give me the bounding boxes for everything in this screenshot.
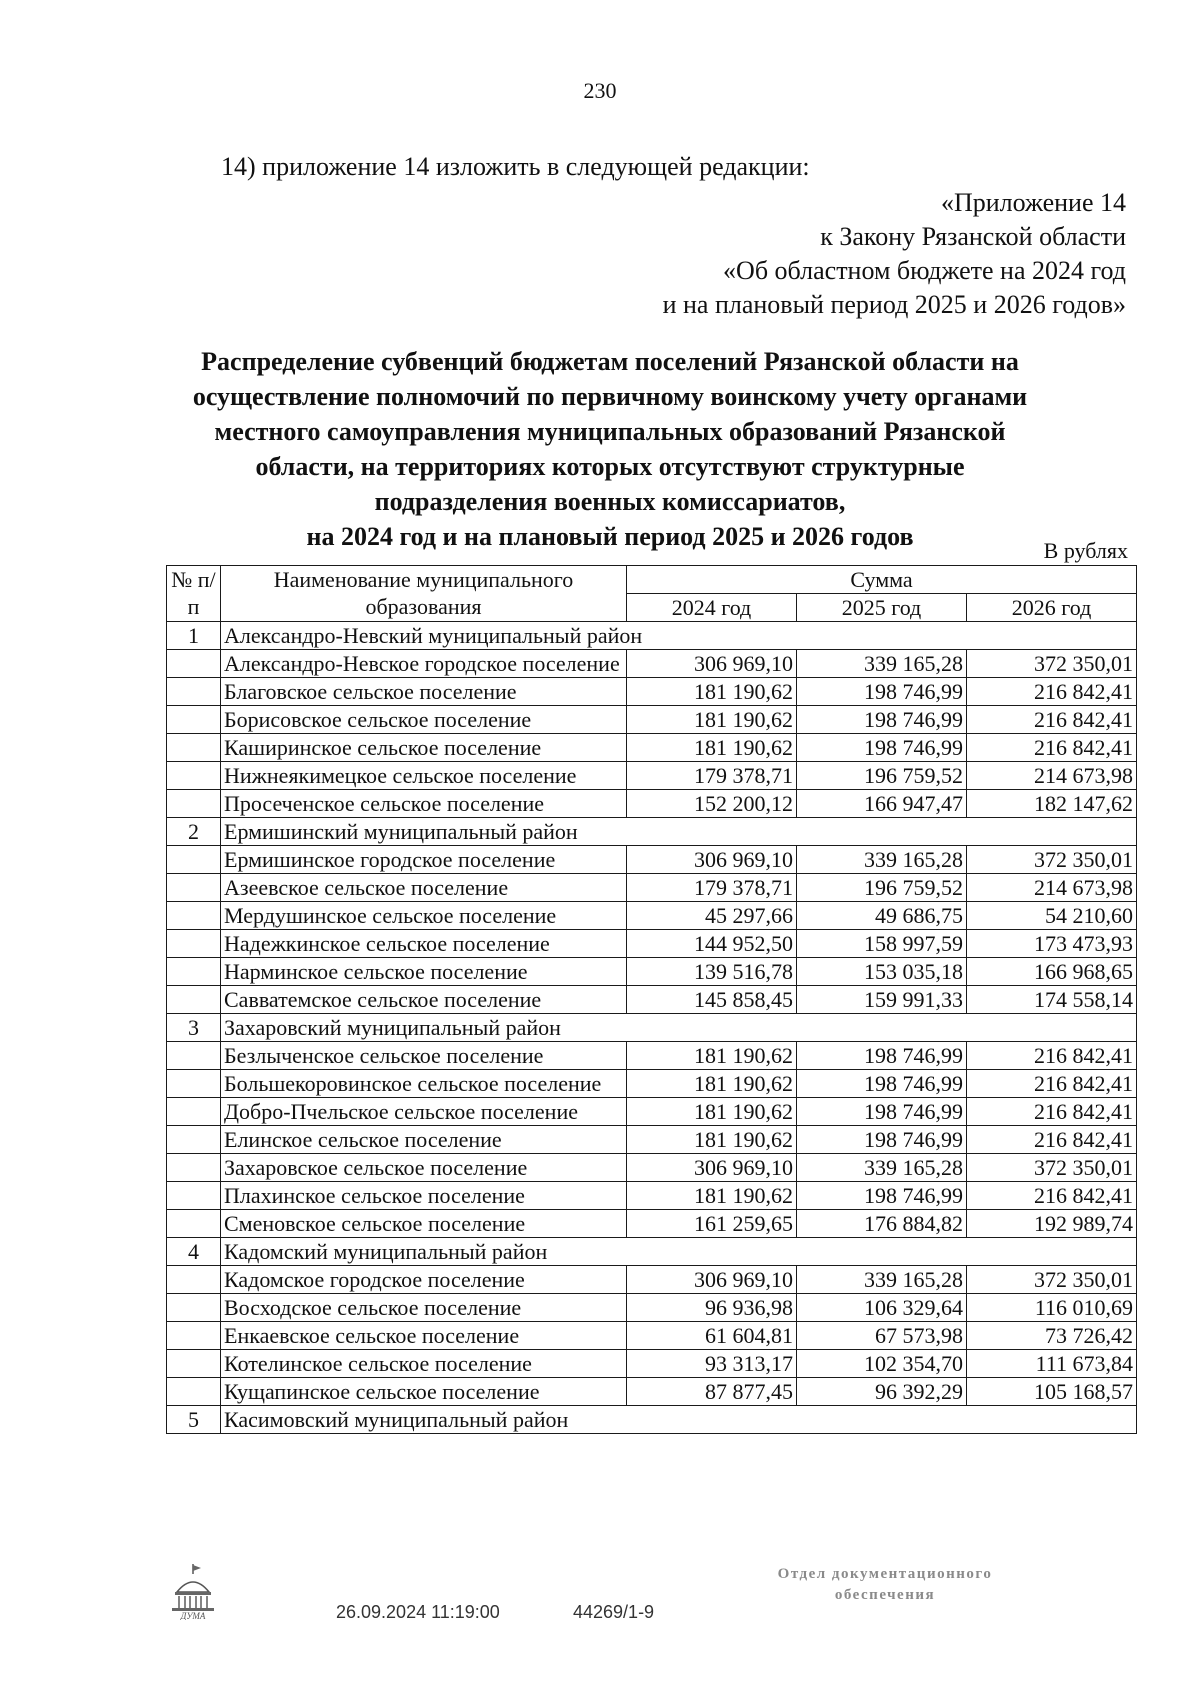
settlement-name: Нарминское сельское поселение (221, 958, 627, 986)
settlement-name: Безлыченское сельское поселение (221, 1042, 627, 1070)
amount-2025: 339 165,28 (797, 1154, 967, 1182)
amount-2025: 102 354,70 (797, 1350, 967, 1378)
amount-2025: 106 329,64 (797, 1294, 967, 1322)
amount-2025: 198 746,99 (797, 678, 967, 706)
amount-2025: 67 573,98 (797, 1322, 967, 1350)
title-line: местного самоуправления муниципальных образований Рязанской (214, 417, 1006, 446)
amount-2024: 96 936,98 (627, 1294, 797, 1322)
settlement-number (167, 678, 221, 706)
amount-2024: 179 378,71 (627, 762, 797, 790)
amount-2025: 196 759,52 (797, 762, 967, 790)
settlement-row (167, 1098, 1137, 1126)
settlement-number (167, 902, 221, 930)
district-row (167, 1406, 1137, 1434)
amount-2024: 306 969,10 (627, 1154, 797, 1182)
settlement-row (167, 846, 1137, 874)
settlement-row (167, 930, 1137, 958)
amount-2025: 198 746,99 (797, 1182, 967, 1210)
district-number: 3 (167, 1014, 221, 1042)
settlement-row (167, 902, 1137, 930)
amount-2026: 174 558,14 (967, 986, 1137, 1014)
amount-2025: 198 746,99 (797, 706, 967, 734)
amount-2026: 105 168,57 (967, 1378, 1137, 1406)
amount-2026: 216 842,41 (967, 1126, 1137, 1154)
settlement-row (167, 874, 1137, 902)
amount-2025: 339 165,28 (797, 1266, 967, 1294)
settlement-row (167, 706, 1137, 734)
settlement-name: Каширинское сельское поселение (221, 734, 627, 762)
district-name: Касимовский муниципальный район (221, 1406, 1137, 1434)
settlement-row (167, 986, 1137, 1014)
settlement-number (167, 1322, 221, 1350)
settlement-name: Кущапинское сельское поселение (221, 1378, 627, 1406)
title-line: подразделения военных комиссариатов, (374, 487, 846, 516)
amount-2025: 198 746,99 (797, 734, 967, 762)
amount-2024: 181 190,62 (627, 734, 797, 762)
settlement-name: Сменовское сельское поселение (221, 1210, 627, 1238)
district-name: Александро-Невский муниципальный район (221, 622, 1137, 650)
document-title (150, 344, 1070, 554)
district-row (167, 1014, 1137, 1042)
amount-2026: 216 842,41 (967, 706, 1137, 734)
header-2024: 2024 год (627, 594, 797, 622)
settlement-number (167, 1378, 221, 1406)
settlement-number (167, 1126, 221, 1154)
settlement-name: Енкаевское сельское поселение (221, 1322, 627, 1350)
amount-2024: 181 190,62 (627, 1070, 797, 1098)
settlement-number (167, 846, 221, 874)
amount-2026: 182 147,62 (967, 790, 1137, 818)
settlement-number (167, 706, 221, 734)
amount-2026: 116 010,69 (967, 1294, 1137, 1322)
settlement-number (167, 1350, 221, 1378)
settlement-number (167, 874, 221, 902)
settlement-name: Мердушинское сельское поселение (221, 902, 627, 930)
amount-2025: 159 991,33 (797, 986, 967, 1014)
district-name: Ермишинский муниципальный район (221, 818, 1137, 846)
settlement-row (167, 1350, 1137, 1378)
duma-logo-icon (168, 1562, 218, 1620)
appendix-line: «Приложение 14 (940, 188, 1126, 217)
amount-2024: 87 877,45 (627, 1378, 797, 1406)
settlement-name: Кадомское городское поселение (221, 1266, 627, 1294)
settlement-number (167, 734, 221, 762)
page-number: 230 (583, 78, 617, 103)
amendment-line: 14) приложение 14 изложить в следующей редакции: (221, 152, 810, 181)
amount-2025: 49 686,75 (797, 902, 967, 930)
amount-2026: 216 842,41 (967, 734, 1137, 762)
settlement-name: Елинское сельское поселение (221, 1126, 627, 1154)
title-line: осуществление полномочий по первичному воинскому учету органами (192, 382, 1028, 411)
settlement-row (167, 1042, 1137, 1070)
settlement-name: Захаровское сельское поселение (221, 1154, 627, 1182)
amount-2024: 306 969,10 (627, 846, 797, 874)
district-number: 2 (167, 818, 221, 846)
district-number: 4 (167, 1238, 221, 1266)
settlement-row (167, 650, 1137, 678)
amount-2026: 73 726,42 (967, 1322, 1137, 1350)
amount-2025: 339 165,28 (797, 650, 967, 678)
settlement-number (167, 1210, 221, 1238)
district-row (167, 818, 1137, 846)
amount-2025: 176 884,82 (797, 1210, 967, 1238)
district-number: 5 (167, 1406, 221, 1434)
amount-2024: 161 259,65 (627, 1210, 797, 1238)
amount-2024: 306 969,10 (627, 1266, 797, 1294)
settlement-row (167, 1210, 1137, 1238)
header-2025: 2025 год (797, 594, 967, 622)
settlement-row (167, 958, 1137, 986)
settlement-row (167, 1126, 1137, 1154)
settlement-name: Большекоровинское сельское поселение (221, 1070, 627, 1098)
header-name: Наименование муниципального образования (221, 566, 627, 622)
amount-2024: 61 604,81 (627, 1322, 797, 1350)
amount-2024: 181 190,62 (627, 1182, 797, 1210)
amount-2026: 111 673,84 (967, 1350, 1137, 1378)
district-row (167, 1238, 1137, 1266)
amount-2026: 216 842,41 (967, 1070, 1137, 1098)
amount-2024: 45 297,66 (627, 902, 797, 930)
amount-2026: 372 350,01 (967, 1266, 1137, 1294)
settlement-name: Ермишинское городское поселение (221, 846, 627, 874)
appendix-line: «Об областном бюджете на 2024 год (723, 256, 1126, 285)
district-row (167, 622, 1137, 650)
settlement-name: Благовское сельское поселение (221, 678, 627, 706)
settlement-number (167, 930, 221, 958)
settlement-number (167, 1042, 221, 1070)
settlement-name: Восходское сельское поселение (221, 1294, 627, 1322)
appendix-line: к Закону Рязанской области (820, 222, 1126, 251)
amount-2025: 198 746,99 (797, 1042, 967, 1070)
amount-2026: 372 350,01 (967, 1154, 1137, 1182)
amount-2024: 93 313,17 (627, 1350, 797, 1378)
amount-2026: 54 210,60 (967, 902, 1137, 930)
stamp-line: Отдел документационного (777, 1566, 993, 1582)
amount-2024: 139 516,78 (627, 958, 797, 986)
amount-2025: 198 746,99 (797, 1126, 967, 1154)
amount-2025: 339 165,28 (797, 846, 967, 874)
settlement-name: Нижнеякимецкое сельское поселение (221, 762, 627, 790)
amount-2026: 372 350,01 (967, 650, 1137, 678)
amount-2026: 216 842,41 (967, 1042, 1137, 1070)
settlement-number (167, 1098, 221, 1126)
amount-2025: 158 997,59 (797, 930, 967, 958)
amount-2026: 192 989,74 (967, 1210, 1137, 1238)
settlement-number (167, 958, 221, 986)
appendix-reference (476, 186, 1126, 322)
amount-2025: 196 759,52 (797, 874, 967, 902)
footer-datetime: 26.09.2024 11:19:00 (336, 1602, 500, 1622)
header-sum: Сумма (627, 566, 1137, 594)
amount-2024: 181 190,62 (627, 678, 797, 706)
settlement-row (167, 734, 1137, 762)
header-number: № п/п (167, 566, 221, 622)
settlement-number (167, 1182, 221, 1210)
amount-2026: 173 473,93 (967, 930, 1137, 958)
amount-2025: 166 947,47 (797, 790, 967, 818)
settlement-name: Добро-Пчельское сельское поселение (221, 1098, 627, 1126)
subvention-table (166, 565, 1137, 1434)
units-label: В рублях (1043, 538, 1128, 563)
amount-2026: 216 842,41 (967, 678, 1137, 706)
amount-2024: 306 969,10 (627, 650, 797, 678)
amount-2025: 96 392,29 (797, 1378, 967, 1406)
settlement-name: Александро-Невское городское поселение (221, 650, 627, 678)
amount-2024: 181 190,62 (627, 1126, 797, 1154)
settlement-name: Азеевское сельское поселение (221, 874, 627, 902)
amount-2024: 145 858,45 (627, 986, 797, 1014)
settlement-number (167, 650, 221, 678)
settlement-name: Просеченское сельское поселение (221, 790, 627, 818)
logo-text: ДУМА (180, 1611, 206, 1620)
amount-2024: 144 952,50 (627, 930, 797, 958)
settlement-row (167, 1182, 1137, 1210)
amount-2026: 166 968,65 (967, 958, 1137, 986)
district-name: Кадомский муниципальный район (221, 1238, 1137, 1266)
settlement-name: Савватемское сельское поселение (221, 986, 627, 1014)
footer-reg-number: 44269/1-9 (573, 1602, 655, 1622)
amount-2026: 216 842,41 (967, 1182, 1137, 1210)
amount-2026: 372 350,01 (967, 846, 1137, 874)
title-line: Распределение субвенций бюджетам поселений Рязанской области на (201, 347, 1019, 376)
amount-2024: 181 190,62 (627, 706, 797, 734)
settlement-name: Надежкинское сельское поселение (221, 930, 627, 958)
title-line: области, на территориях которых отсутствуют структурные (255, 452, 965, 481)
settlement-name: Борисовское сельское поселение (221, 706, 627, 734)
stamp-line: обеспечения (834, 1587, 936, 1603)
amount-2025: 198 746,99 (797, 1098, 967, 1126)
settlement-name: Котелинское сельское поселение (221, 1350, 627, 1378)
settlement-row (167, 1154, 1137, 1182)
amount-2024: 181 190,62 (627, 1098, 797, 1126)
settlement-number (167, 1070, 221, 1098)
settlement-row (167, 1294, 1137, 1322)
settlement-row (167, 1070, 1137, 1098)
amount-2024: 179 378,71 (627, 874, 797, 902)
amount-2024: 181 190,62 (627, 1042, 797, 1070)
settlement-row (167, 678, 1137, 706)
settlement-number (167, 1154, 221, 1182)
settlement-number (167, 762, 221, 790)
district-number: 1 (167, 622, 221, 650)
amount-2026: 216 842,41 (967, 1098, 1137, 1126)
settlement-number (167, 986, 221, 1014)
settlement-row (167, 762, 1137, 790)
settlement-number (167, 790, 221, 818)
settlement-number (167, 1294, 221, 1322)
title-line: на 2024 год и на плановый период 2025 и 2026 годов (306, 522, 914, 551)
amount-2026: 214 673,98 (967, 874, 1137, 902)
district-name: Захаровский муниципальный район (221, 1014, 1137, 1042)
amount-2025: 198 746,99 (797, 1070, 967, 1098)
amount-2024: 152 200,12 (627, 790, 797, 818)
settlement-row (167, 1322, 1137, 1350)
amount-2025: 153 035,18 (797, 958, 967, 986)
header-2026: 2026 год (967, 594, 1137, 622)
settlement-name: Плахинское сельское поселение (221, 1182, 627, 1210)
settlement-number (167, 1266, 221, 1294)
amount-2026: 214 673,98 (967, 762, 1137, 790)
settlement-row (167, 1266, 1137, 1294)
appendix-line: и на плановый период 2025 и 2026 годов» (662, 290, 1126, 319)
settlement-row (167, 790, 1137, 818)
settlement-row (167, 1378, 1137, 1406)
department-stamp (735, 1564, 1035, 1606)
